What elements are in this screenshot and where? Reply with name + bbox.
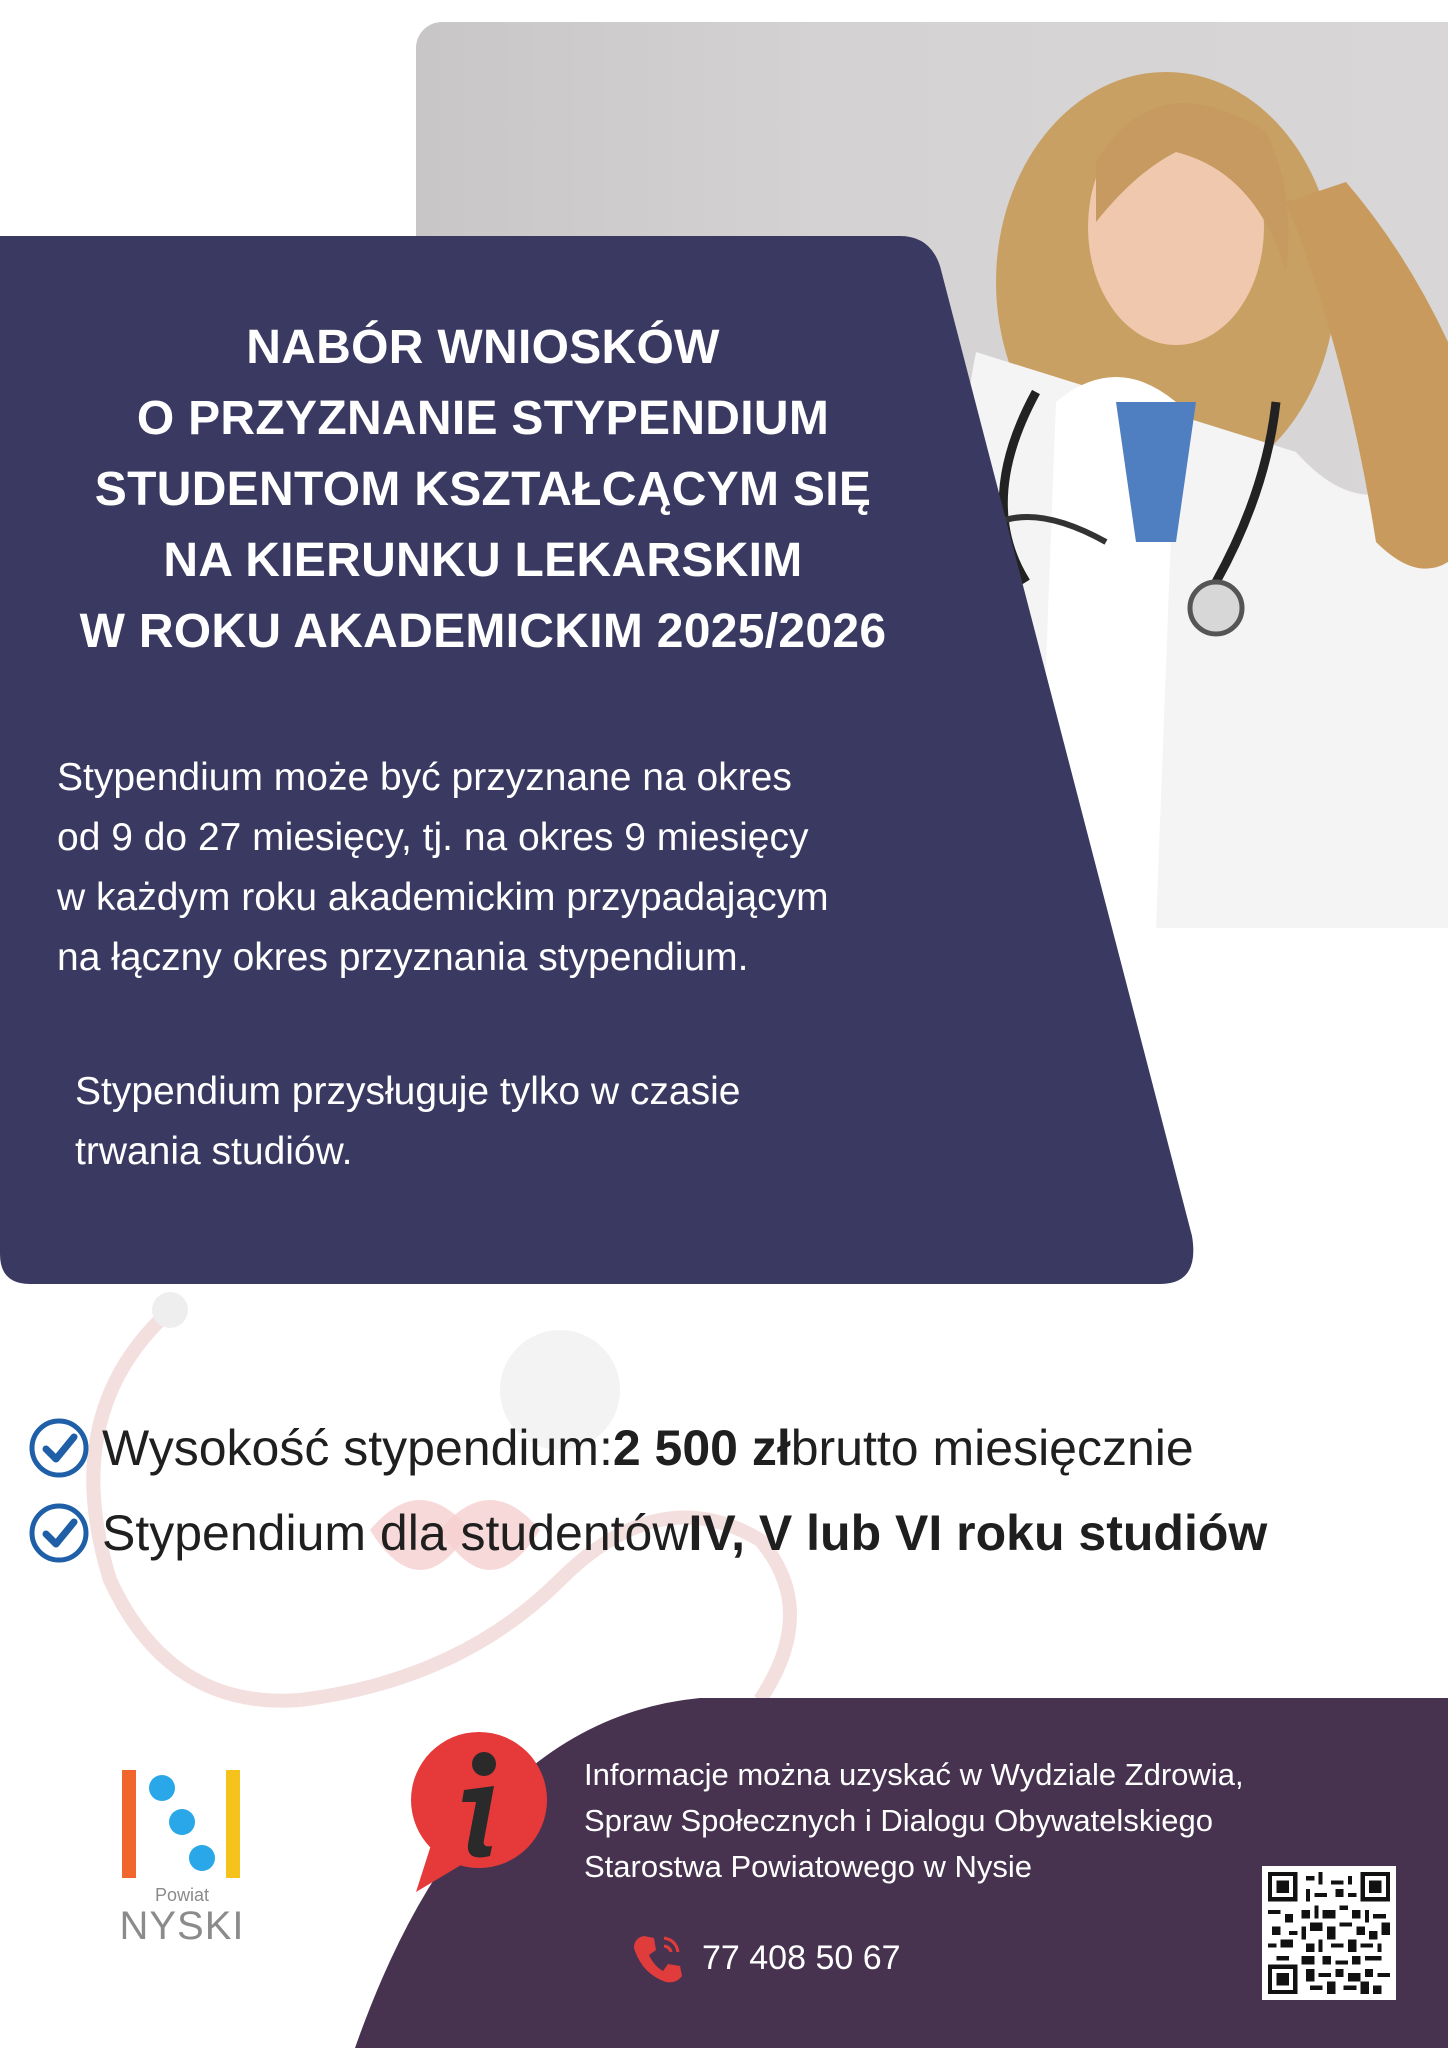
highlight-years: IV, V lub VI roku studiów: [688, 1505, 1268, 1561]
phone-contact[interactable]: [630, 1930, 901, 1986]
check-circle-icon: [28, 1417, 90, 1479]
amount-highlight: [28, 1413, 1194, 1483]
title-line: O PRZYZNANIE STYPENDIUM: [136, 392, 830, 445]
period-paragraph: [57, 748, 829, 988]
page-title: [0, 312, 966, 667]
title-line: STUDENTOM KSZTAŁCĄCYM SIĘ: [94, 463, 872, 516]
paragraph-line: Stypendium może być przyznane na okres: [57, 756, 792, 799]
phone-icon: [630, 1930, 686, 1986]
highlight-suffix: brutto miesięcznie: [790, 1420, 1194, 1476]
contact-info: [584, 1752, 1244, 1890]
info-icon: [404, 1722, 554, 1902]
qr-code: [1262, 1866, 1396, 2000]
info-line: Spraw Społecznych i Dialogu Obywatelskiego: [584, 1803, 1213, 1838]
info-line: Starostwa Powiatowego w Nysie: [584, 1849, 1032, 1884]
paragraph-line: trwania studiów.: [75, 1130, 353, 1173]
info-line: Informacje można uzyskać w Wydziale Zdrowia,: [584, 1757, 1244, 1792]
highlight-prefix: Wysokość stypendium:: [102, 1420, 613, 1476]
highlight-prefix: Stypendium dla studentów: [102, 1505, 689, 1561]
logo-caption-small: Powiat: [154, 1885, 210, 1905]
eligibility-highlight: [28, 1498, 1267, 1568]
phone-number[interactable]: 77 408 50 67: [702, 1938, 901, 1977]
title-line: W ROKU AKADEMICKIM 2025/2026: [79, 605, 887, 658]
paragraph-line: Stypendium przysługuje tylko w czasie: [75, 1070, 741, 1113]
title-line: NA KIERUNKU LEKARSKIM: [163, 534, 803, 587]
paragraph-line: w każdym roku akademickim przypadającym: [57, 876, 829, 919]
paragraph-line: na łączny okres przyznania stypendium.: [57, 936, 749, 979]
highlight-amount: 2 500 zł: [612, 1420, 791, 1476]
title-line: NABÓR WNIOSKÓW: [246, 321, 720, 374]
duration-paragraph: [75, 1062, 740, 1182]
check-circle-icon: [28, 1502, 90, 1564]
logo-caption: NYSKI: [119, 1904, 245, 1948]
paragraph-line: od 9 do 27 miesięcy, tj. na okres 9 miesięcy: [57, 816, 809, 859]
